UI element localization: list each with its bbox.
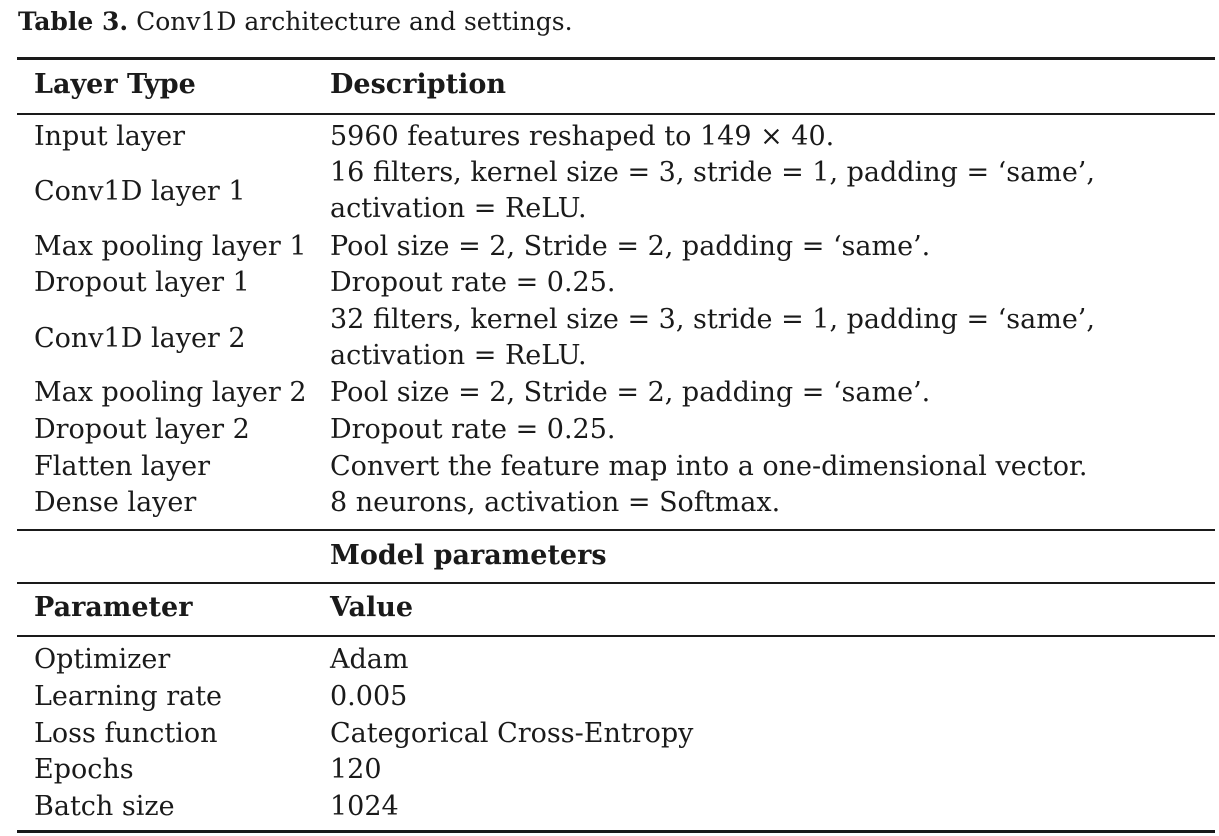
section-rule [17, 529, 1215, 531]
header-value: Value [330, 592, 414, 623]
table-caption-text: Conv1D architecture and settings. [136, 7, 573, 36]
table-row-value: 0.005 [330, 681, 408, 712]
table-row-value: 1024 [330, 791, 399, 822]
table-row-layer: Max pooling layer 2 [34, 377, 307, 408]
table-caption [18, 5, 573, 39]
table-row-description: Pool size = 2, Stride = 2, padding = ‘same’. [330, 231, 931, 262]
top-rule [17, 57, 1215, 60]
table-row-parameter: Learning rate [34, 681, 223, 712]
table-row-value: Categorical Cross-Entropy [330, 718, 694, 749]
table-row-parameter: Loss function [34, 718, 218, 749]
table-row-value: 120 [330, 754, 382, 785]
table-row-parameter: Optimizer [34, 644, 171, 675]
table-row-description: Convert the feature map into a one-dimensional vector. [330, 451, 1088, 482]
table-row-layer: Max pooling layer 1 [34, 231, 307, 262]
table-row-layer: Dropout layer 1 [34, 267, 250, 298]
table-row-layer: Conv1D layer 2 [34, 323, 246, 354]
table-row-description: Dropout rate = 0.25. [330, 267, 616, 298]
table-row-description: 32 filters, kernel size = 3, stride = 1, padding = ‘same’, activation = ReLU. [330, 304, 1095, 371]
table-row-layer: Dense layer [34, 487, 197, 518]
header-rule [17, 113, 1215, 115]
table-row-description: 16 filters, kernel size = 3, stride = 1, padding = ‘same’, activation = ReLU. [330, 157, 1095, 224]
table-row-layer: Input layer [34, 121, 186, 152]
table-row-layer: Flatten layer [34, 451, 210, 482]
model-parameters-title: Model parameters [330, 540, 607, 571]
table-row-parameter: Batch size [34, 791, 175, 822]
table-row-layer: Conv1D layer 1 [34, 176, 246, 207]
table-row-value: Adam [330, 644, 409, 675]
header-layer-type: Layer Type [34, 69, 196, 100]
table-row-parameter: Epochs [34, 754, 134, 785]
table-caption-label: Table 3. [18, 7, 129, 36]
header-description: Description [330, 69, 506, 100]
parameter-header-rule [17, 635, 1215, 637]
table-row-description: 8 neurons, activation = Softmax. [330, 487, 781, 518]
table-row-layer: Dropout layer 2 [34, 414, 250, 445]
table-row-description: Dropout rate = 0.25. [330, 414, 616, 445]
subsection-rule [17, 582, 1215, 584]
table-row-description: Pool size = 2, Stride = 2, padding = ‘same’. [330, 377, 931, 408]
bottom-rule [17, 830, 1215, 833]
header-parameter: Parameter [34, 592, 193, 623]
table-row-description: 5960 features reshaped to 149 × 40. [330, 121, 835, 152]
